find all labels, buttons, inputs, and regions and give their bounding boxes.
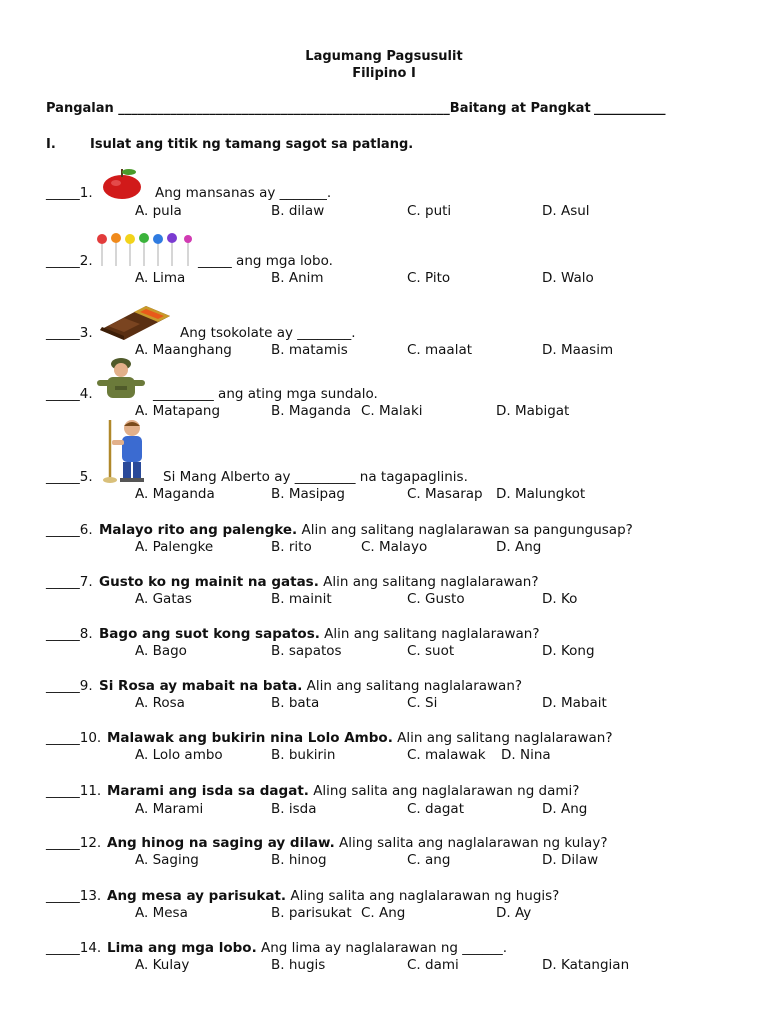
option-a: A. Maganda xyxy=(135,486,215,502)
answer-blank: _____8. xyxy=(46,626,93,642)
option-d: D. Asul xyxy=(542,203,590,219)
answer-blank: _____2. xyxy=(46,253,93,269)
option-c: C. suot xyxy=(407,643,455,659)
question-text: Si Mang Alberto ay _________ na tagapaglinis. xyxy=(163,469,468,485)
janitor-icon xyxy=(98,416,156,488)
chocolate-bar-icon xyxy=(94,302,174,346)
question-prompt: Alin ang salitang naglalarawan? xyxy=(392,730,613,746)
question-text xyxy=(107,940,507,956)
option-b: B. isda xyxy=(271,801,317,817)
answer-blank: _____7. xyxy=(46,574,93,590)
option-a: A. Matapang xyxy=(135,403,221,419)
question-text: Ang mansanas ay _______. xyxy=(155,185,332,201)
option-a: A. Marami xyxy=(135,801,204,817)
option-c: C. puti xyxy=(407,203,452,219)
question-bold-sentence: Malawak ang bukirin nina Lolo Ambo. xyxy=(107,730,393,746)
option-d: D. Dilaw xyxy=(542,852,599,868)
worksheet-subject: Filipino I xyxy=(352,66,416,81)
balloons-icon xyxy=(94,233,196,271)
option-b: B. Maganda xyxy=(271,403,352,419)
instruction-number: I. xyxy=(46,137,56,152)
option-b: B. hugis xyxy=(271,957,326,973)
option-b: B. dilaw xyxy=(271,203,325,219)
option-d: D. Nina xyxy=(501,747,551,763)
option-d: D. Ang xyxy=(496,539,542,555)
answer-blank: _____4. xyxy=(46,386,93,402)
option-b: B. Masipag xyxy=(271,486,345,502)
option-d: D. Kong xyxy=(542,643,595,659)
option-d: D. Ay xyxy=(496,905,532,921)
name-grade-line: Pangalan ___________________________________________________Baitang at Pangkat xyxy=(46,101,591,116)
question-bold-sentence: Si Rosa ay mabait na bata. xyxy=(99,678,303,694)
option-b: B. mainit xyxy=(271,591,332,607)
question-text xyxy=(107,888,559,904)
option-c: C. maalat xyxy=(407,342,473,358)
question-bold-sentence: Ang hinog na saging ay dilaw. xyxy=(107,835,335,851)
option-c: C. Masarap xyxy=(407,486,483,502)
option-d: D. Walo xyxy=(542,270,594,286)
option-b: B. hinog xyxy=(271,852,327,868)
option-c: C. Ang xyxy=(361,905,406,921)
answer-blank: _____1. xyxy=(46,185,93,201)
answer-blank: _____6. xyxy=(46,522,93,538)
option-d: D. Maasim xyxy=(542,342,614,358)
question-prompt: Ang lima ay naglalarawan ng ______. xyxy=(256,940,508,956)
option-a: A. Palengke xyxy=(135,539,214,555)
question-text xyxy=(107,783,579,799)
answer-blank: _____5. xyxy=(46,469,93,485)
answer-blank: _____12. xyxy=(46,835,102,851)
option-a: A. Bago xyxy=(135,643,187,659)
question-text: _________ ang ating mga sundalo. xyxy=(153,386,378,402)
option-b: B. matamis xyxy=(271,342,348,358)
option-a: A. Kulay xyxy=(135,957,190,973)
option-c: C. malawak xyxy=(407,747,486,763)
option-a: A. Mesa xyxy=(135,905,188,921)
question-text xyxy=(99,522,633,538)
question-bold-sentence: Malayo rito ang palengke. xyxy=(99,522,298,538)
question-text xyxy=(99,678,522,694)
option-a: A. Rosa xyxy=(135,695,185,711)
option-c: C. dami xyxy=(407,957,459,973)
question-bold-sentence: Ang mesa ay parisukat. xyxy=(107,888,287,904)
option-c: C. Malayo xyxy=(361,539,428,555)
question-text xyxy=(107,730,613,746)
question-bold-sentence: Lima ang mga lobo. xyxy=(107,940,257,956)
option-c: C. Pito xyxy=(407,270,451,286)
option-a: A. Maanghang xyxy=(135,342,232,358)
answer-blank: _____11. xyxy=(46,783,102,799)
question-text xyxy=(99,574,539,590)
option-c: C. Gusto xyxy=(407,591,465,607)
option-b: B. rito xyxy=(271,539,312,555)
question-text: Ang tsokolate ay ________. xyxy=(180,325,356,341)
option-d: D. Ko xyxy=(542,591,578,607)
question-bold-sentence: Marami ang isda sa dagat. xyxy=(107,783,309,799)
question-text xyxy=(99,626,540,642)
option-a: A. pula xyxy=(135,203,182,219)
option-b: B. Anim xyxy=(271,270,324,286)
question-prompt: Alin ang salitang naglalarawan? xyxy=(318,574,539,590)
option-c: C. Si xyxy=(407,695,438,711)
option-a: A. Gatas xyxy=(135,591,192,607)
option-b: B. sapatos xyxy=(271,643,342,659)
option-a: A. Lima xyxy=(135,270,186,286)
question-text xyxy=(107,835,608,851)
option-c: C. Malaki xyxy=(361,403,423,419)
answer-blank: _____9. xyxy=(46,678,93,694)
answer-blank: _____3. xyxy=(46,325,93,341)
option-d: D. Mabigat xyxy=(496,403,570,419)
answer-blank: _____13. xyxy=(46,888,102,904)
question-prompt: Aling salita ang naglalarawan ng hugis? xyxy=(286,888,560,904)
question-prompt: Aling salita ang naglalarawan ng kulay? xyxy=(334,835,608,851)
soldier-icon xyxy=(95,356,147,402)
option-b: B. bata xyxy=(271,695,320,711)
apple-icon xyxy=(100,166,146,204)
option-d: D. Malungkot xyxy=(496,486,586,502)
option-b: B. bukirin xyxy=(271,747,336,763)
question-bold-sentence: Gusto ko ng mainit na gatas. xyxy=(99,574,319,590)
option-d: D. Ang xyxy=(542,801,588,817)
option-c: C. dagat xyxy=(407,801,464,817)
option-d: D. Mabait xyxy=(542,695,607,711)
option-b: B. parisukat xyxy=(271,905,352,921)
section-blank: ___________ xyxy=(594,101,666,116)
question-prompt: Alin ang salitang naglalarawan? xyxy=(319,626,540,642)
question-text: _____ ang mga lobo. xyxy=(198,253,333,269)
question-bold-sentence: Bago ang suot kong sapatos. xyxy=(99,626,320,642)
worksheet-title: Lagumang Pagsusulit xyxy=(305,49,463,64)
option-a: A. Lolo ambo xyxy=(135,747,223,763)
question-prompt: Alin ang salitang naglalarawan? xyxy=(302,678,523,694)
question-prompt: Aling salita ang naglalarawan ng dami? xyxy=(308,783,580,799)
answer-blank: _____14. xyxy=(46,940,102,956)
answer-blank: _____10. xyxy=(46,730,102,746)
option-c: C. ang xyxy=(407,852,451,868)
question-prompt: Alin ang salitang naglalarawan sa pangungusap? xyxy=(297,522,633,538)
option-d: D. Katangian xyxy=(542,957,630,973)
instruction-text: Isulat ang titik ng tamang sagot sa patlang. xyxy=(90,137,414,152)
option-a: A. Saging xyxy=(135,852,199,868)
